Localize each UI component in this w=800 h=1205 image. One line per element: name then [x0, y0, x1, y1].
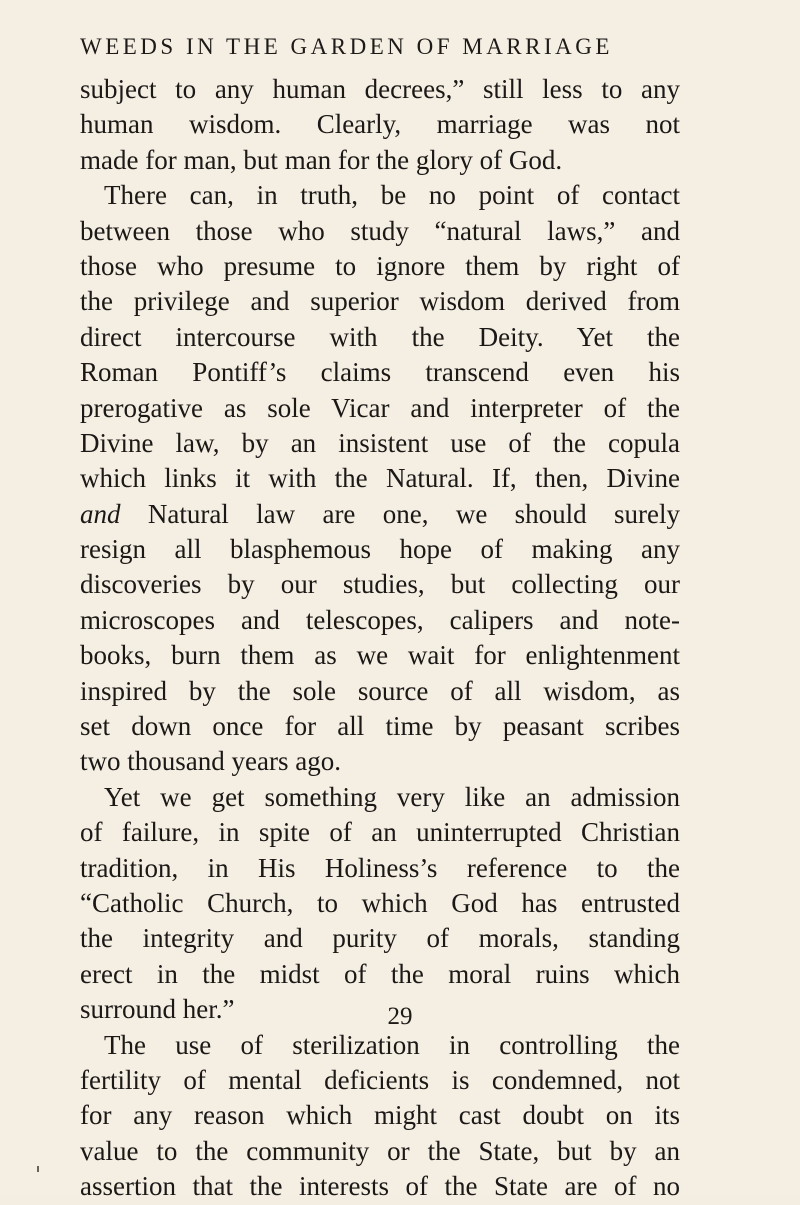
- italic-and: and: [80, 498, 121, 529]
- text-line: set down once for all time by peasant scribes: [80, 711, 680, 742]
- text-line-rest: Natural law are one, we should surely: [120, 498, 680, 529]
- text-line: two thousand years ago.: [80, 746, 341, 777]
- text-line: microscopes and telescopes, calipers and note-: [80, 604, 680, 635]
- text-line: the integrity and purity of morals, standing: [80, 923, 680, 954]
- text-line: surround her.”: [80, 994, 235, 1025]
- text-line: tradition, in His Holiness’s reference to the: [80, 852, 680, 883]
- text-line: between those who study “natural laws,” and: [80, 215, 680, 246]
- text-line: inspired by the sole source of all wisdom, as: [80, 675, 680, 706]
- text-line: “Catholic Church, to which God has entrusted: [80, 887, 680, 918]
- text-line: direct intercourse with the Deity. Yet the: [80, 321, 680, 352]
- text-line: prerogative as sole Vicar and interpreter of the: [80, 392, 680, 423]
- text-line: value to the community or the State, but by an: [80, 1135, 680, 1166]
- text-line: subject to any human decrees,” still less to any: [80, 74, 680, 104]
- text-line: The use of sterilization in controlling the: [104, 1029, 680, 1060]
- body-text: [80, 72, 680, 1205]
- text-line: made for man, but man for the glory of God.: [80, 144, 563, 175]
- text-line: resign all blasphemous hope of making any: [80, 534, 680, 565]
- text-line: human wisdom. Clearly, marriage was not: [80, 109, 680, 140]
- page-number: 29: [387, 1003, 413, 1030]
- running-head: WEEDS IN THE GARDEN OF MARRIAGE: [80, 34, 613, 59]
- text-line: of failure, in spite of an uninterrupted Christian: [80, 817, 680, 848]
- text-line: erect in the midst of the moral ruins which: [80, 958, 680, 989]
- text-line: [80, 497, 680, 532]
- text-line: assertion that the interests of the State are of no: [80, 1171, 680, 1202]
- text-line: those who presume to ignore them by right of: [80, 250, 680, 281]
- text-line: the privilege and superior wisdom derived from: [80, 286, 680, 317]
- text-line: Roman Pontiff’s claims transcend even his: [80, 357, 680, 388]
- text-line: Yet we get something very like an admission: [104, 781, 680, 812]
- text-line: books, burn them as we wait for enlightenment: [80, 640, 680, 671]
- text-line: which links it with the Natural. If, then, Divine: [80, 463, 680, 494]
- text-line: discoveries by our studies, but collecting our: [80, 569, 680, 600]
- text-line: fertility of mental deficients is condemned, not: [80, 1064, 680, 1095]
- paper-speck: [37, 1166, 39, 1172]
- text-line: for any reason which might cast doubt on its: [80, 1100, 680, 1131]
- text-line: There can, in truth, be no point of contact: [104, 180, 680, 211]
- text-line: Divine law, by an insistent use of the copula: [80, 427, 680, 458]
